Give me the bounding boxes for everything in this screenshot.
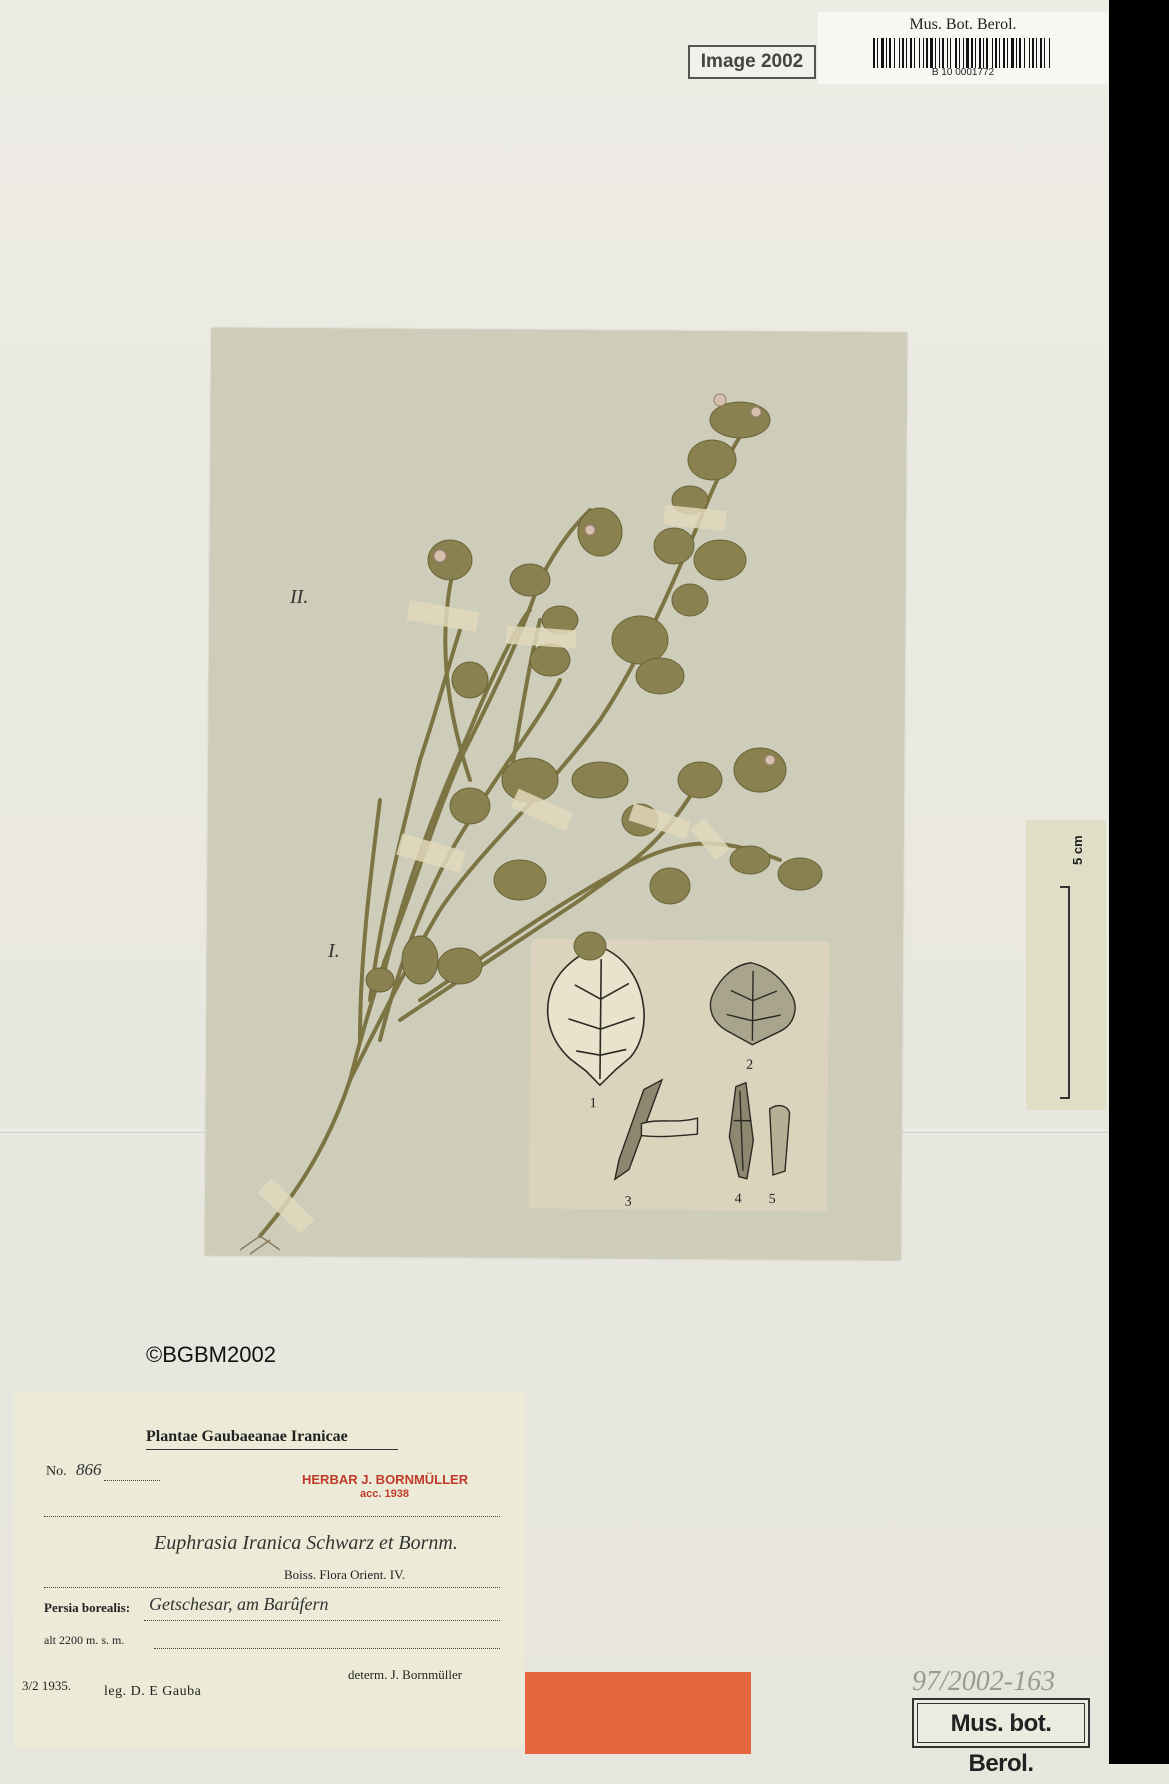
specimen-numeral-upper: II. (290, 586, 309, 608)
herbar-stamp: HERBAR J. BORNMÜLLER (302, 1472, 469, 1487)
locality: Getschesar, am Barûfern (149, 1594, 329, 1614)
scale-tick-top (1060, 886, 1070, 888)
color-reference-patch (525, 1672, 751, 1754)
label-number-prefix: No. (46, 1464, 67, 1479)
scale-tick-bottom (1060, 1097, 1070, 1099)
collection-date: 3/2 1935. (22, 1678, 72, 1693)
barcode-number: B 10 0001772 (931, 67, 995, 78)
drawing-number-3: 3 (624, 1194, 632, 1210)
specimen-numeral-lower: I. (328, 940, 340, 962)
species-name: Euphrasia Iranica Schwarz et Bornm. (154, 1532, 458, 1554)
region-label: Persia borealis: (44, 1600, 131, 1615)
barcode-institution: Mus. Bot. Berol. (909, 16, 1017, 33)
dotted-line (44, 1587, 500, 1588)
institution-stamp-text: Mus. bot. Berol. (917, 1703, 1085, 1743)
scale-label: 5 cm (1070, 835, 1085, 865)
scan-border (1109, 0, 1169, 1764)
heading-underline (146, 1449, 398, 1450)
label-heading: Plantae Gaubaeanae Iranicae (146, 1428, 348, 1445)
drawing-number-5: 5 (768, 1191, 776, 1208)
herbar-acc: acc. 1938 (360, 1488, 409, 1500)
flora-reference: Boiss. Flora Orient. IV. (284, 1567, 406, 1582)
copyright-notice: ©BGBM2002 (146, 1342, 276, 1367)
drawing-number-1: 1 (589, 1096, 597, 1112)
dotted-line (104, 1480, 160, 1481)
dotted-line (154, 1648, 500, 1649)
image-year-stamp: Image 2002 (688, 45, 816, 79)
dotted-line (44, 1516, 500, 1517)
accession-number: 97/2002-163 (912, 1666, 1056, 1697)
scale-line (1068, 886, 1070, 1099)
collector: leg. D. E Gauba (104, 1684, 202, 1699)
drawing-number-2: 2 (746, 1057, 754, 1073)
label-number: 866 (76, 1460, 102, 1479)
institution-stamp (912, 1698, 1090, 1777)
scale-bar (1026, 820, 1106, 1110)
dotted-line (144, 1620, 500, 1621)
herbarium-label (14, 1392, 524, 1747)
altitude: alt 2200 m. s. m. (44, 1633, 125, 1647)
determiner: determ. J. Bornmüller (348, 1667, 463, 1682)
drawing-number-4: 4 (734, 1191, 742, 1207)
